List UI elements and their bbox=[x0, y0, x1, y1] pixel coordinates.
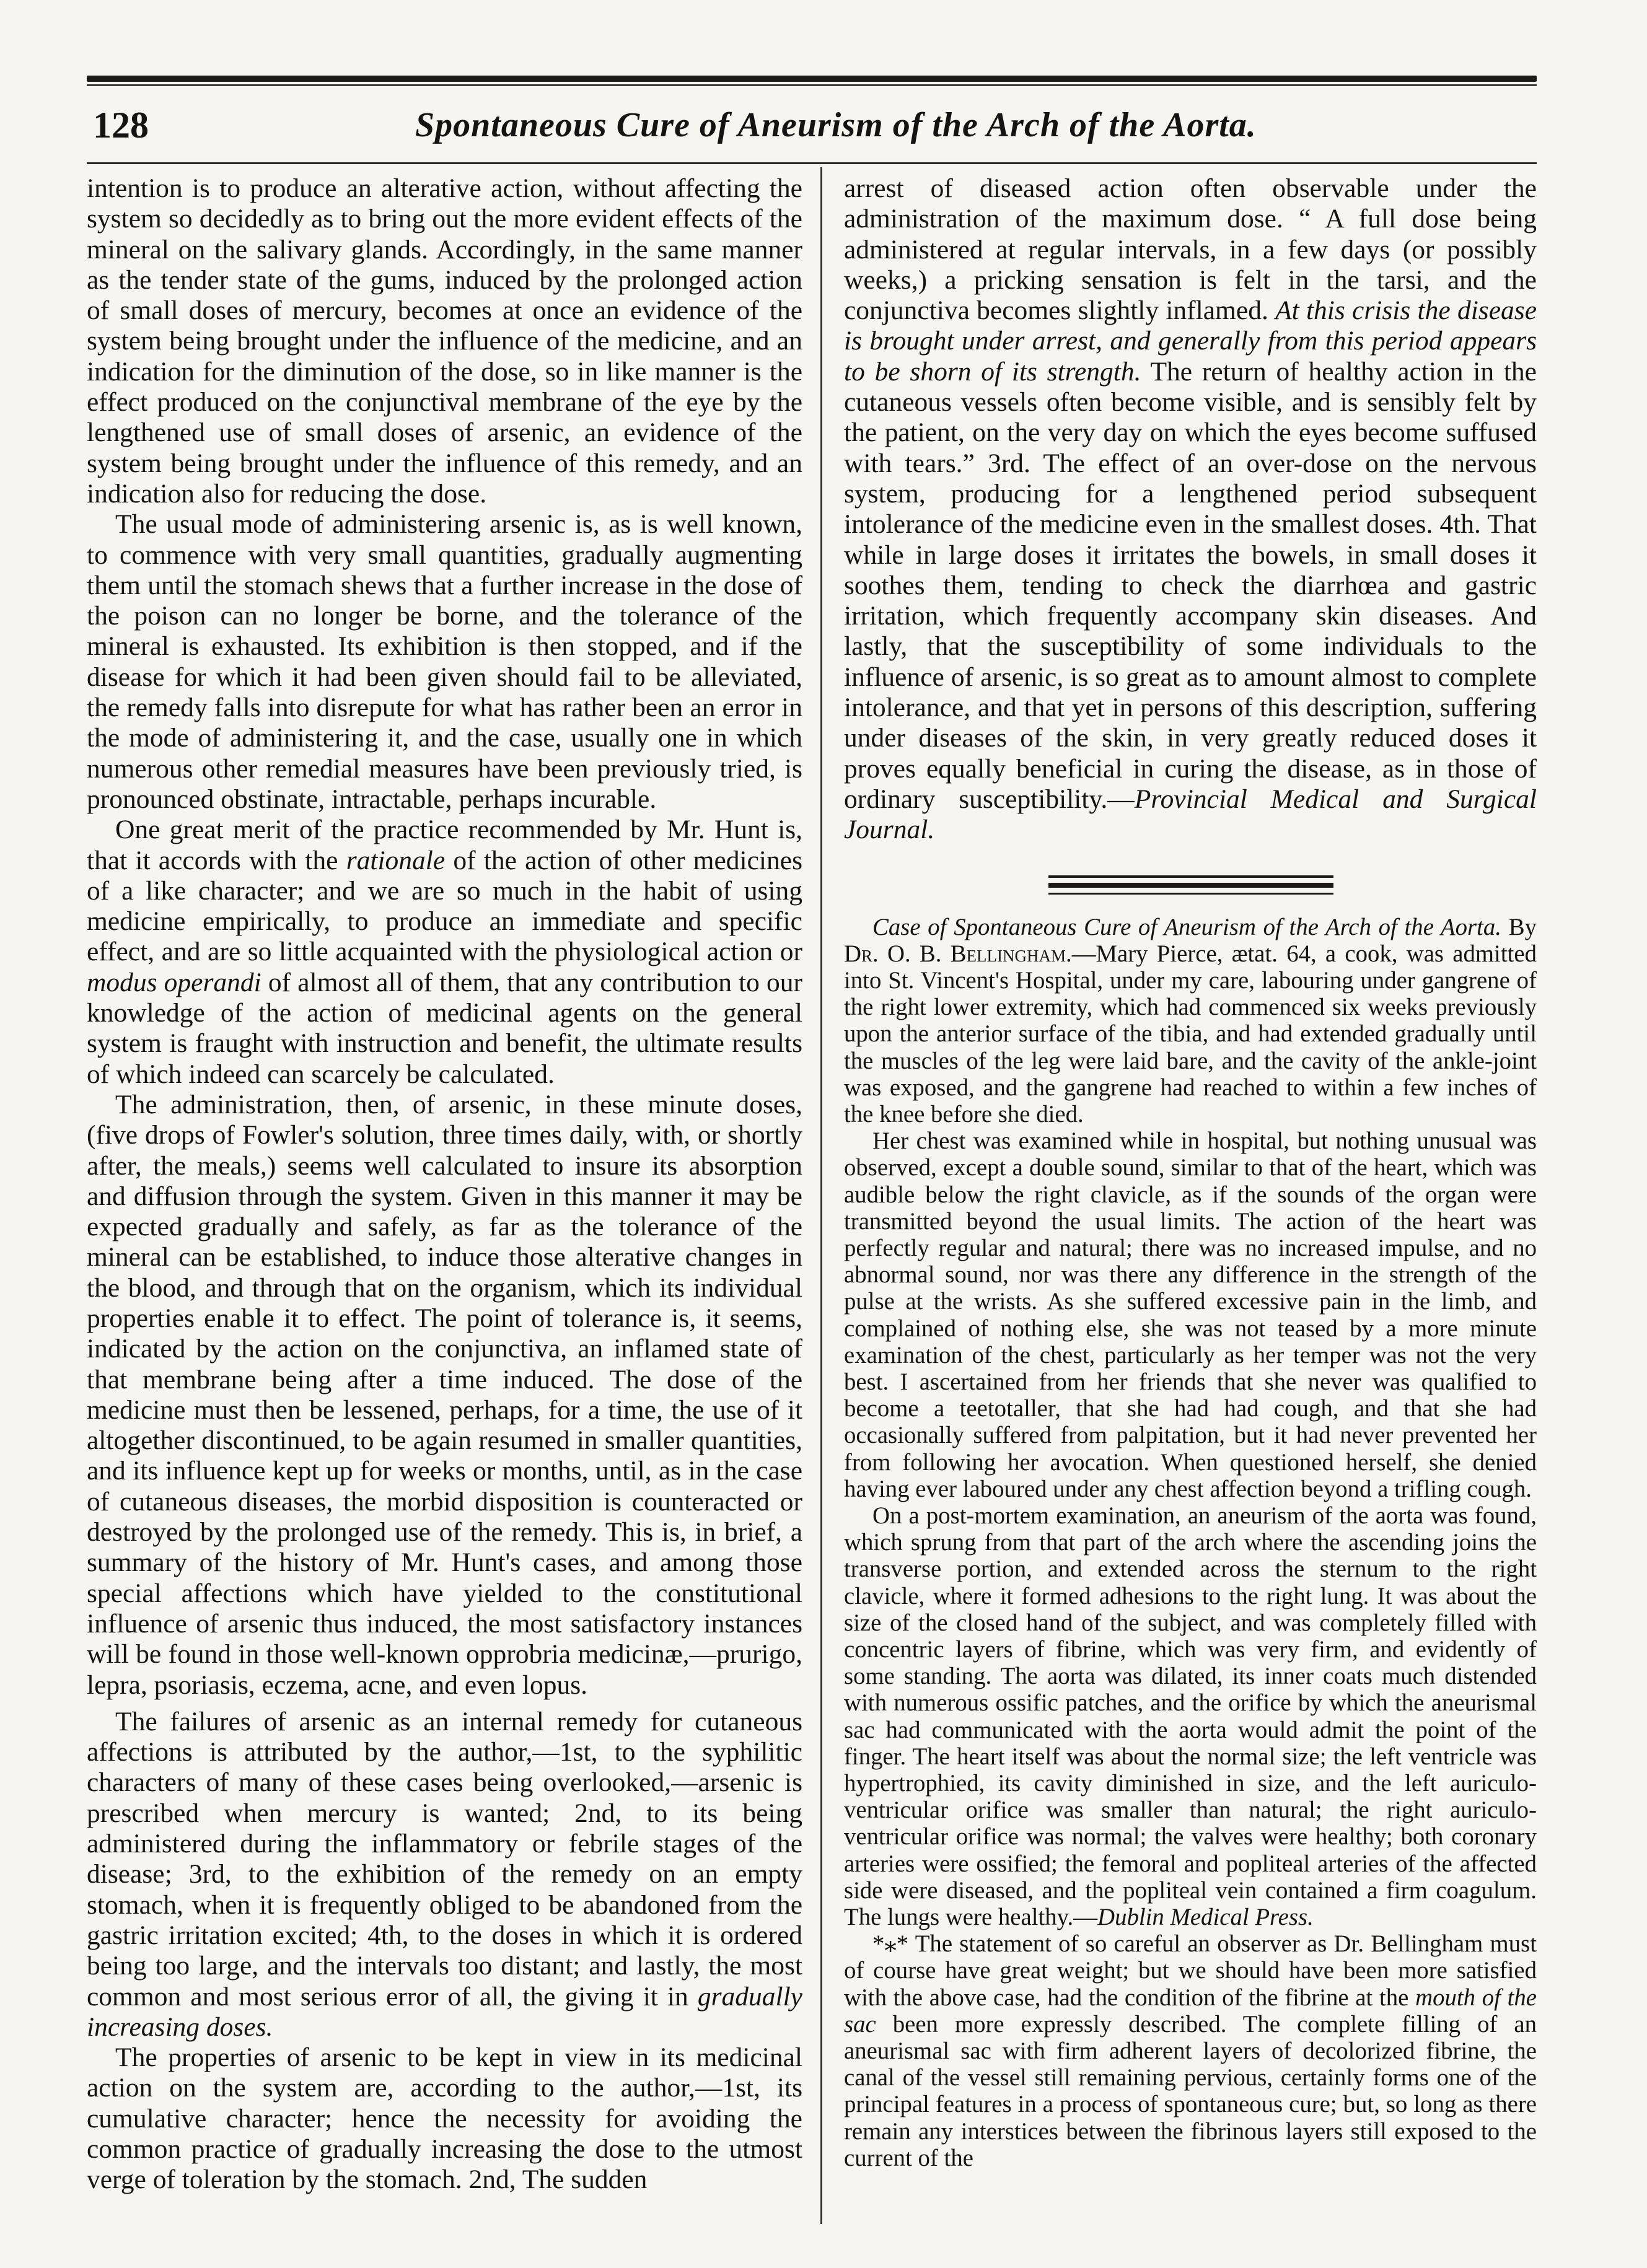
text-run: of the action of other medicines of a like character; and we are so much in the habit of using medicine empirically, to produce an immediate and specific effect, and are so little acquainted with the physiological action or bbox=[87, 845, 802, 967]
left-paragraph-2: The usual mode of administering arsenic is, as is well known, to commence with very small quantities, gradually augmenting them until the stomach shews that a further increase in the dose of the poison can no longer be borne, and the tolerance of the mineral is exhausted. Its exhibition is then stopped, and if the disease for which it had been given should fail to be alleviated, the remedy falls into disrepute for what has rather been an error in the mode of administering it, and the case, usually one in which numerous other remedial measures have been previously tried, is pronounced obstinate, intractable, perhaps incurable. bbox=[87, 509, 802, 814]
case-paragraph-2: Her chest was examined while in hospital, but nothing unusual was observed, except a double sound, similar to that of the heart, which was audible below the right clavicle, as if the sounds of the organ were transmitted beyond the usual limits. The action of the heart was perfectly regular and natural; there was no increased impulse, and no abnormal sound, nor was there any difference in the strength of the pulse at the wrists. As she suffered excessive pain in the limb, and complained of nothing else, she was not teased by a more minute examination of the chest, particularly as her temper was not the very best. I ascertained from her friends that she never was qualified to become a teetotaller, that she had had cough, and that she had occasionally suffered from palpitation, but it had never prevented her from following her avocation. When questioned herself, she denied having ever laboured under any chest affection beyond a trifling cough. bbox=[844, 1127, 1537, 1502]
case-paragraph-1 bbox=[844, 914, 1537, 1128]
case-title: Case of Spontaneous Cure of Aneurism of the Arch of the Aorta. bbox=[872, 913, 1501, 940]
text-run: —Mary Pierce, ætat. 64, a cook, was admitted into St. Vincent's Hospital, under my care, labouring under gangrene of the right lower extremity, which had commenced six weeks previously upon the anterior surface of the tibia, and had extended gradually until the muscles of the leg were laid bare, and the cavity of the ankle-joint was exposed, and the gangrene had reached to within a few inches of the knee before she died. bbox=[844, 940, 1537, 1127]
section-separator bbox=[844, 864, 1537, 908]
italic-term: modus operandi bbox=[87, 967, 261, 997]
right-paragraph-1 bbox=[844, 173, 1537, 846]
text-run: *⁎* The statement of so careful an observer as Dr. Bellingham must of course have great weight; but we should have been more satisfied with the above case, had the condition of the fibrine at the bbox=[844, 1930, 1537, 2011]
page-number: 128 bbox=[93, 105, 149, 146]
column-divider bbox=[820, 167, 822, 2224]
case-author: Dr. O. B. Bellingham. bbox=[844, 940, 1072, 967]
top-border-rule bbox=[87, 76, 1537, 82]
text-run: The return of healthy action in the cutaneous vessels often become visible, and is sensibly felt by the patient, on the very day on which the eyes become suffused with tears.” 3rd. The effect of an over-dose on the nervous system, producing for a lengthened period subsequent intolerance of the medicine even in the smallest doses. 4th. That while in large doses it irritates the bowels, in small doses it soothes them, tending to check the diarrhœa and gastric irritation, which frequently accompany skin diseases. And lastly, that the susceptibility of some individuals to the influence of arsenic, is so great as to amount almost to complete intolerance, and that yet in persons of this description, suffering under diseases of the skin, in very greatly reduced doses it proves equally beneficial in curing the disease, as in those of ordinary susceptibility.— bbox=[844, 356, 1537, 814]
text-run: of almost all of them, that any contribution to our knowledge of the action of medicinal agents on the general system is fraught with instruction and benefit, the ultimate results of which indeed can scarcely be calculated. bbox=[87, 967, 802, 1089]
text-run: On a post-mortem examination, an aneurism of the aorta was found, which sprung from that part of the arch where the ascending joins the transverse portion, and extended across the sternum to the right clavicle, where it formed adhesions to the right lung. It was about the size of the closed hand of the subject, and was completely filled with concentric layers of fibrine, which was very firm, and evidently of some standing. The aorta was dilated, its inner coats much distended with numerous ossific patches, and the orifice by which the aneurismal sac had communicated with the aorta would admit the point of the finger. The heart itself was about the normal size; the left ventricle was hypertrophied, its cavity diminished in size, and the left auriculo-ventricular orifice was smaller than natural; the right auriculo-ventricular orifice was normal; the valves were healthy; both coronary arteries were ossified; the femoral and popliteal arteries of the affected side were diseased, and the popliteal vein contained a firm coagulum. The lungs were healthy.— bbox=[844, 1502, 1537, 1931]
text-run: By bbox=[1501, 913, 1537, 940]
left-paragraph-6: The properties of arsenic to be kept in view in its medicinal action on the system are, according to the author,—1st, its cumulative character; hence the necessity for avoiding the common practice of gradually increasing the dose to the utmost verge of toleration by the stomach. 2nd, The sudden bbox=[87, 2043, 802, 2195]
header-rule bbox=[87, 162, 1537, 164]
right-column bbox=[844, 173, 1537, 2230]
italic-phrase: mouth of the sac bbox=[844, 1984, 1537, 2038]
source-citation: Provincial Medical and Surgical Journal. bbox=[844, 784, 1537, 845]
editor-note bbox=[844, 1930, 1537, 2171]
italic-quote: At this crisis the disease is brought under arrest, and generally from this period appears to be shorn of its strength. bbox=[844, 296, 1537, 387]
text-run: The failures of arsenic as an internal remedy for cutaneous affections is attributed by the author,—1st, to the syphilitic characters of many of these cases being overlooked,—arsenic is prescribed when mercury is wanted; 2nd, to its being administered during the inflammatory or febrile stages of the disease; 3rd, to the exhibition of the remedy on an empty stomach, when it is frequently obliged to be abandoned from the gastric irritation excited; 4th, to the doses in which it is ordered being too large, and the intervals too distant; and lastly, the most common and most serious error of all, the giving it in bbox=[87, 1706, 802, 2012]
text-run: been more expressly described. The complete filling of an aneurismal sac with firm adherent layers of decolorized fibrine, the canal of the vessel still remaining pervious, certainly forms one of the principal features in a process of spontaneous cure; but, so long as there remain any interstices between the fibrinous layers still exposed to the current of the bbox=[844, 2010, 1537, 2171]
case-paragraph-3 bbox=[844, 1502, 1537, 1930]
left-paragraph-5 bbox=[87, 1707, 802, 2043]
left-paragraph-3 bbox=[87, 815, 802, 1090]
text-run: arrest of diseased action often observable under the administration of the maximum dose. “ A full dose being administered at regular intervals, in a few days (or possibly weeks,) a pricking sensation is felt in the tarsi, and the conjunctiva becomes slightly inflamed. bbox=[844, 173, 1537, 326]
running-title: Spontaneous Cure of Aneurism of the Arch of the Aorta. bbox=[415, 106, 1257, 144]
text-run: One great merit of the practice recommended by Mr. Hunt is, that it accords with the bbox=[87, 815, 802, 875]
italic-term: rationale bbox=[346, 845, 446, 875]
left-column bbox=[87, 173, 802, 2230]
page-header bbox=[93, 104, 1537, 157]
left-paragraph-1: intention is to produce an alterative action, without affecting the system so decidedly as to bring out the more evident effects of the mineral on the salivary glands. Accordingly, in the same manner as the tender state of the gums, induced by the prolonged action of small doses of mercury, becomes at once an evidence of the system being brought under the influence of the medicine, and an indication for the diminution of the dose, so in like manner is the effect produced on the conjunctival membrane of the eye by the lengthened use of small doses of arsenic, an evidence of the system being brought under the influence of this remedy, and an indication also for reducing the dose. bbox=[87, 173, 802, 509]
top-border-rule-thin bbox=[87, 84, 1537, 86]
source-citation: Dublin Medical Press. bbox=[1097, 1904, 1314, 1931]
italic-phrase: gradually increasing doses. bbox=[87, 1981, 802, 2042]
left-paragraph-4: The administration, then, of arsenic, in these minute doses, (five drops of Fowler's solution, three times daily, with, or shortly after, the meals,) seems well calculated to insure its absorption and diffusion through the system. Given in this manner it may be expected gradually and safely, as far as the tolerance of the mineral can be established, to induce those alterative changes in the blood, and through that on the organism, which its individual properties enable it to effect. The point of tolerance is, it seems, indicated by the action on the conjunctiva, an inflamed state of that membrane being after a time induced. The dose of the medicine must then be lessened, perhaps, for a time, the use of it altogether discontinued, to be again resumed in smaller quantities, and its influence kept up for weeks or months, until, as in the case of cutaneous diseases, the morbid disposition is counteracted or destroyed by the prolonged use of the remedy. This is, in brief, a summary of the history of Mr. Hunt's cases, and among those special affections which have yielded to the constitutional influence of arsenic thus induced, the most satisfactory instances will be found in those well-known opprobria medicinæ,—prurigo, lepra, psoriasis, eczema, acne, and even lopus. bbox=[87, 1089, 802, 1700]
